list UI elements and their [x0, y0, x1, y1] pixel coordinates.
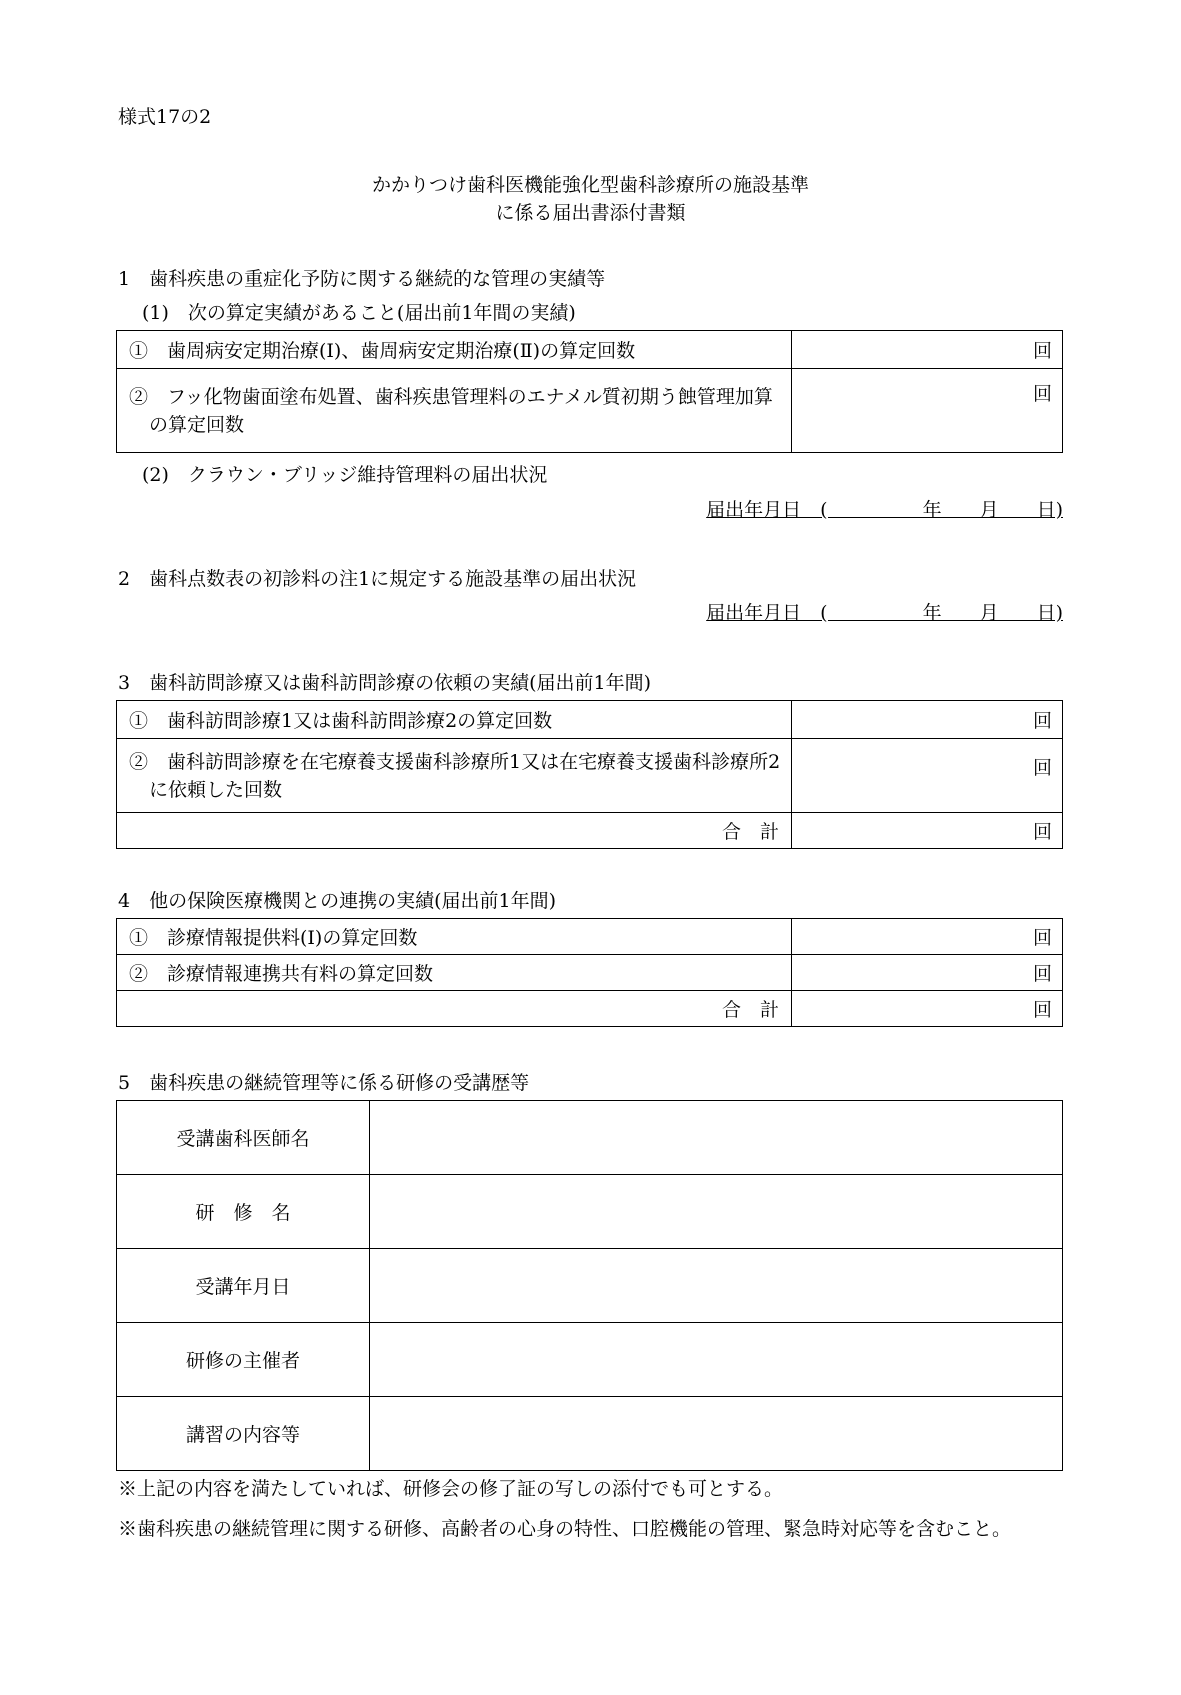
section1-row1-label: ① 歯周病安定期治療(Ⅰ)、歯周病安定期治療(Ⅱ)の算定回数	[117, 331, 792, 369]
section1-row2-unit[interactable]: 回	[792, 369, 1063, 453]
section4-total-unit[interactable]: 回	[792, 991, 1063, 1027]
section1-heading: 1 歯科疾患の重症化予防に関する継続的な管理の実績等	[118, 268, 606, 290]
section1-table	[116, 330, 1063, 453]
section5-row1-input[interactable]	[370, 1101, 1063, 1175]
title-line-1: かかりつけ歯科医機能強化型歯科診療所の施設基準	[371, 174, 809, 196]
section5-row2-label: 研 修 名	[117, 1175, 370, 1249]
section5-row1-label: 受講歯科医師名	[117, 1101, 370, 1175]
section3-total-label: 合 計	[117, 813, 792, 849]
form-id: 様式17の2	[118, 106, 212, 128]
section4-heading: 4 他の保険医療機関との連携の実績(届出前1年間)	[118, 890, 557, 912]
section5-row4-label: 研修の主催者	[117, 1323, 370, 1397]
section5-row2-input[interactable]	[370, 1175, 1063, 1249]
section5-row4-input[interactable]	[370, 1323, 1063, 1397]
section1-row1-unit[interactable]: 回	[792, 331, 1063, 369]
note-1: ※上記の内容を満たしていれば、研修会の修了証の写しの添付でも可とする。	[118, 1478, 784, 1500]
section4-total-label: 合 計	[117, 991, 792, 1027]
section1-date-line[interactable]: 届出年月日 ( 年 月 日)	[706, 499, 1063, 521]
section2-date-line[interactable]: 届出年月日 ( 年 月 日)	[706, 602, 1063, 624]
section1-sub2: (2) クラウン・ブリッジ維持管理料の届出状況	[142, 464, 548, 486]
section5-row3-label: 受講年月日	[117, 1249, 370, 1323]
note-2: ※歯科疾患の継続管理に関する研修、高齢者の心身の特性、口腔機能の管理、緊急時対応等を含むこと。	[118, 1518, 1012, 1540]
section4-table	[116, 918, 1063, 1027]
section3-row1-unit[interactable]: 回	[792, 701, 1063, 739]
section3-total-unit[interactable]: 回	[792, 813, 1063, 849]
section5-table	[116, 1100, 1063, 1471]
section3-table	[116, 700, 1063, 849]
section1-sub1: (1) 次の算定実績があること(届出前1年間の実績)	[142, 302, 576, 324]
section3-row1-label: ① 歯科訪問診療1又は歯科訪問診療2の算定回数	[117, 701, 792, 739]
section3-row2-label: ② 歯科訪問診療を在宅療養支援歯科診療所1又は在宅療養支援歯科診療所2に依頼した回数	[117, 739, 792, 813]
section5-row5-input[interactable]	[370, 1397, 1063, 1471]
section3-row2-unit[interactable]: 回	[792, 739, 1063, 813]
section1-row2-label: ② フッ化物歯面塗布処置、歯科疾患管理料のエナメル質初期う蝕管理加算の算定回数	[117, 369, 792, 453]
title-line-2: に係る届出書添付書類	[495, 202, 686, 224]
section4-row1-label: ① 診療情報提供料(Ⅰ)の算定回数	[117, 919, 792, 955]
section5-heading: 5 歯科疾患の継続管理等に係る研修の受講歴等	[118, 1072, 530, 1094]
section4-row2-label: ② 診療情報連携共有料の算定回数	[117, 955, 792, 991]
section2-heading: 2 歯科点数表の初診料の注1に規定する施設基準の届出状況	[118, 568, 637, 590]
section4-row2-unit[interactable]: 回	[792, 955, 1063, 991]
section5-row5-label: 講習の内容等	[117, 1397, 370, 1471]
section3-heading: 3 歯科訪問診療又は歯科訪問診療の依頼の実績(届出前1年間)	[118, 672, 652, 694]
section4-row1-unit[interactable]: 回	[792, 919, 1063, 955]
section5-row3-input[interactable]	[370, 1249, 1063, 1323]
